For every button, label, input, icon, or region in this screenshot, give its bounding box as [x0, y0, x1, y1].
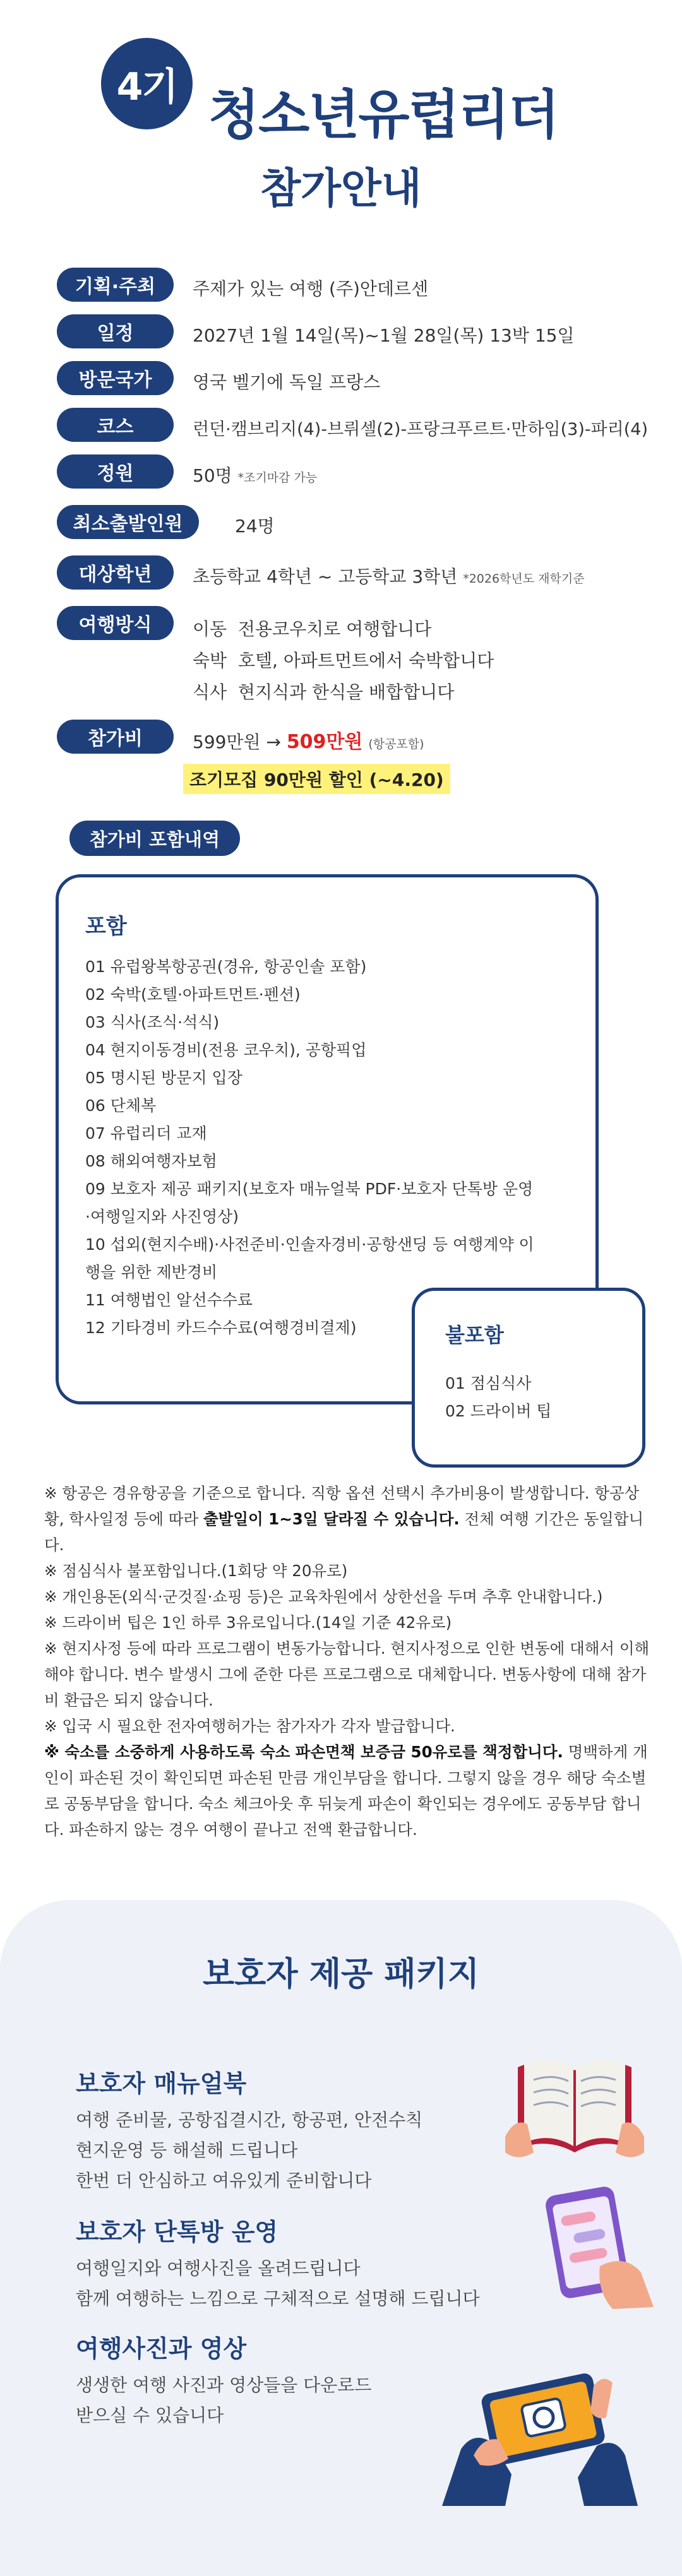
- list-item: 04 현지이동경비(전용 코우치), 공항픽업: [85, 1041, 367, 1059]
- value-grades: [193, 563, 585, 588]
- open-book-icon: [499, 2042, 650, 2168]
- label-travel-style: 여행방식: [57, 606, 174, 640]
- label-schedule: 일정: [57, 314, 174, 348]
- value-schedule: 2027년 1월 14일(목)~1월 28일(목) 13박 15일: [193, 325, 575, 346]
- early-discount-banner: 조기모집 90만원 할인 (~4.20): [183, 764, 450, 794]
- value-min-people: 24명: [235, 516, 275, 537]
- included-list: [85, 953, 584, 1342]
- value-organizer: 주제가 있는 여행 (주)안데르센: [193, 278, 429, 299]
- package-heading-media: 여행사진과 영상: [76, 2335, 247, 2363]
- list-item: 12 기타경비 카드수수료(여행경비결제): [85, 1319, 357, 1337]
- list-item: 03 식사(조식·석식): [85, 1013, 220, 1031]
- note-item: ※ 입국 시 필요한 전자여행허가는 참가자가 각자 발급합니다.: [44, 1717, 455, 1735]
- cohort-badge: 4기: [101, 38, 193, 129]
- value-countries: 영국 벨기에 독일 프랑스: [193, 372, 381, 393]
- smartphone-chat-icon: [537, 2184, 657, 2310]
- list-item: 09 보호자 제공 패키지(보호자 매뉴얼북 PDF·보호자 단톡방 운영: [85, 1180, 534, 1198]
- travel-style-line: 숙박 호텔, 아파트먼트에서 숙박합니다: [193, 650, 494, 671]
- capacity-number: 50명: [193, 465, 232, 486]
- package-text-chatroom: 여행일지와 여행사진을 올려드립니다 함께 여행하는 느낌으로 구체적으로 설명해 드립니다: [76, 2258, 480, 2309]
- package-heading-manual: 보호자 매뉴얼북: [76, 2070, 247, 2098]
- note-item: ※ 항공은 경유항공을 기준으로 합니다. 직항 옵션 선택시 추가비용이 발생합니다. 항공상황, 학사일정 등에 따라 출발일이 1~3일 달라질 수 있습니다. 전체 여행 기간은 동일합니다.: [44, 1484, 644, 1554]
- page-subtitle: 참가안내: [260, 164, 422, 213]
- note-item: ※ 점심식사 불포함입니다.(1회당 약 20유로): [44, 1562, 348, 1580]
- grades-note: *2026학년도 재학기준: [463, 572, 585, 586]
- value-travel-style: [193, 614, 494, 708]
- value-capacity: [193, 462, 317, 487]
- label-countries: 방문국가: [57, 361, 174, 395]
- capacity-note: *조기마감 가능: [237, 471, 318, 485]
- included-title: 포함: [85, 914, 127, 939]
- travel-style-line: 식사 현지식과 한식을 배합합니다: [193, 682, 455, 703]
- value-fee: [193, 726, 424, 754]
- grades-range: 초등학교 4학년 ~ 고등학교 3학년: [193, 566, 458, 587]
- travel-style-line: 이동 전용코우치로 여행합니다: [193, 619, 432, 639]
- notes-section: [44, 1480, 654, 1843]
- list-item: 11 여행법인 알선수수료: [85, 1291, 253, 1309]
- label-capacity: 정원: [57, 454, 174, 489]
- list-item: 06 단체복: [85, 1096, 157, 1115]
- note-item: ※ 드라이버 팁은 1인 하루 3유로입니다.(14일 기준 42유로): [44, 1613, 452, 1632]
- note-item: ※ 현지사정 등에 따라 프로그램이 변동가능합니다. 현지사정으로 인한 변동에 대해서 이해해야 합니다. 변수 발생시 그에 준한 다른 프로그램으로 대체합니다. 변동사항에 대해 참가비 환급은 되지 않습니다.: [44, 1639, 650, 1709]
- package-text-manual: 여행 준비물, 공항집결시간, 항공편, 안전수칙 현지운영 등 해설해 드립니다 한번 더 안심하고 여유있게 준비합니다: [76, 2110, 423, 2191]
- label-grades: 대상학년: [57, 555, 174, 590]
- label-fee: 참가비: [57, 720, 174, 754]
- list-item: 01 유럽왕복항공권(경유, 항공인솔 포함): [85, 958, 367, 976]
- camera-phone-icon: [436, 2348, 644, 2506]
- list-item: 10 섭외(현지수배)·사전준비·인솔자경비·공항샌딩 등 여행계약 이: [85, 1235, 534, 1254]
- note-item: ※ 숙소를 소중하게 사용하도록 숙소 파손면책 보증금 50유로를 책정합니다. 명백하게 개인이 파손된 것이 확인되면 파손된 만큼 개인부담을 합니다. 그렇지 않을 경우 해당 숙소별로 공동부담을 합니다. 숙소 체크아웃 후 뒤늦게 파손이 확인되는 경우에도 공동부담 합니다. 파손하지 않는 경우 여행이 끝나고 전액 환급합니다.: [44, 1743, 648, 1839]
- label-min-people: 최소출발인원: [57, 505, 199, 539]
- package-heading-chatroom: 보호자 단톡방 운영: [76, 2218, 278, 2246]
- list-item: 05 명시된 방문지 입장: [85, 1069, 242, 1087]
- label-course: 코스: [57, 408, 174, 442]
- page-title: 청소년유럽리더: [208, 84, 559, 146]
- list-item: ·여행일지와 사진영상): [85, 1208, 239, 1226]
- label-organizer: 기획·주최: [57, 268, 174, 302]
- note-item: ※ 개인용돈(외식·군것질·쇼핑 등)은 교육차원에서 상한선을 두며 추후 안내합니다.): [44, 1588, 603, 1606]
- list-item: 02 드라이버 팁: [445, 1402, 552, 1420]
- list-item: 07 유럽리더 교재: [85, 1124, 207, 1143]
- package-text-media: 생생한 여행 사진과 영상들을 다운로드 받으실 수 있습니다: [76, 2375, 372, 2426]
- list-item: 행을 위한 제반경비: [85, 1263, 218, 1281]
- fee-note: (항공포함): [368, 737, 424, 751]
- inclusions-section-label: 참가비 포함내역: [69, 821, 240, 856]
- package-title: 보호자 제공 패키지: [202, 1956, 480, 1993]
- fee-price: 509만원: [286, 731, 363, 753]
- value-course: 런던·캠브리지(4)-브뤼셀(2)-프랑크푸르트·만하임(3)-파리(4): [193, 420, 649, 439]
- list-item: 01 점심식사: [445, 1374, 532, 1392]
- excluded-title: 불포함: [445, 1323, 504, 1347]
- list-item: 08 해외여행자보험: [85, 1152, 217, 1170]
- excluded-list: [445, 1370, 551, 1425]
- fee-original: 599만원 →: [193, 732, 281, 752]
- list-item: 02 숙박(호텔·아파트먼트·펜션): [85, 985, 301, 1004]
